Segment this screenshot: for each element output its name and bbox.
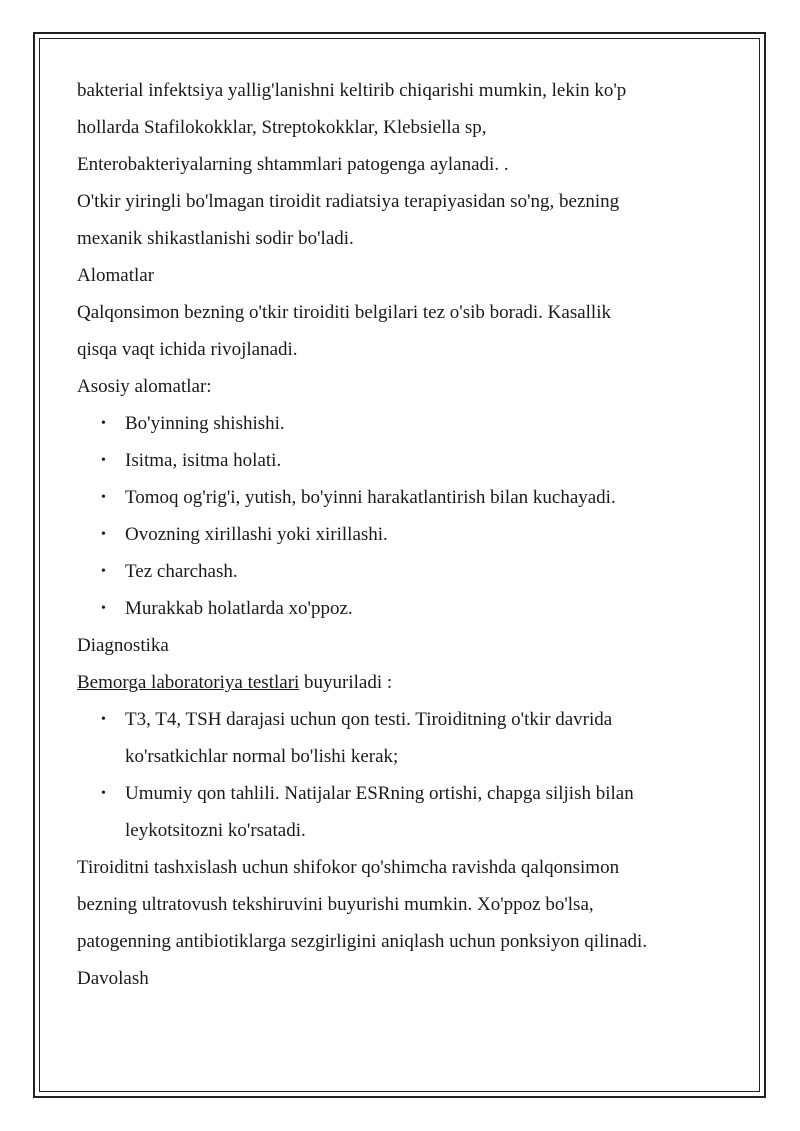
list-item <box>101 405 737 442</box>
list-item <box>101 590 737 627</box>
text-line: hollarda Stafilokokklar, Streptokokklar, Klebsiella sp, <box>77 117 487 138</box>
paragraph-infection <box>77 72 737 183</box>
bullet-icon: • <box>101 601 106 616</box>
bullet-icon: • <box>101 786 106 801</box>
list-item <box>101 479 737 516</box>
list-item <box>101 553 737 590</box>
list-item-line: T3, T4, TSH darajasi uchun qon testi. Tiroiditning o'tkir davrida <box>125 709 613 730</box>
text-line: Tiroiditni tashxislash uchun shifokor qo'shimcha ravishda qalqonsimon <box>77 857 620 878</box>
list-item-text: Isitma, isitma holati. <box>125 450 282 471</box>
document-body <box>77 72 737 997</box>
list-item-line: ko'rsatkichlar normal bo'lishi kerak; <box>125 746 399 767</box>
list-item <box>101 775 737 849</box>
list-item-text: Tomoq og'rig'i, yutish, bo'yinni harakatlantirish bilan kuchayadi. <box>125 487 616 508</box>
list-item-line: Umumiy qon tahlili. Natijalar ESRning ortishi, chapga siljish bilan <box>125 783 634 804</box>
lab-tests-list <box>77 701 737 849</box>
lab-tests-line <box>77 664 737 701</box>
lab-tests-link[interactable]: Bemorga laboratoriya testlari <box>77 672 300 693</box>
paragraph-symptoms-intro <box>77 294 737 368</box>
paragraph-ultrasound <box>77 849 737 960</box>
list-item-text: Murakkab holatlarda xo'ppoz. <box>125 598 353 619</box>
bullet-icon: • <box>101 490 106 505</box>
bullet-icon: • <box>101 564 106 579</box>
text-line: O'tkir yiringli bo'lmagan tiroidit radiatsiya terapiyasidan so'ng, bezning <box>77 191 620 212</box>
text-line: bakterial infektsiya yallig'lanishni keltirib chiqarishi mumkin, lekin ko'p <box>77 80 627 101</box>
heading-symptoms: Alomatlar <box>77 265 155 286</box>
list-item-text: Ovozning xirillashi yoki xirillashi. <box>125 524 388 545</box>
paragraph-nonpurulent <box>77 183 737 257</box>
list-item <box>101 442 737 479</box>
lab-tests-suffix: buyuriladi : <box>299 672 393 693</box>
bullet-icon: • <box>101 416 106 431</box>
text-line: bezning ultratovush tekshiruvini buyurishi mumkin. Xo'ppoz bo'lsa, <box>77 894 594 915</box>
heading-diagnostics: Diagnostika <box>77 635 169 656</box>
main-symptoms-label: Asosiy alomatlar: <box>77 376 212 397</box>
list-item <box>101 516 737 553</box>
bullet-icon: • <box>101 453 106 468</box>
text-line: mexanik shikastlanishi sodir bo'ladi. <box>77 228 354 249</box>
heading-treatment: Davolash <box>77 968 149 989</box>
list-item <box>101 701 737 775</box>
text-line: Enterobakteriyalarning shtammlari patogenga aylanadi. . <box>77 154 509 175</box>
bullet-icon: • <box>101 712 106 727</box>
symptoms-list <box>77 405 737 627</box>
list-item-text: Tez charchash. <box>125 561 238 582</box>
text-line: Qalqonsimon bezning o'tkir tiroiditi belgilari tez o'sib boradi. Kasallik <box>77 302 611 323</box>
bullet-icon: • <box>101 527 106 542</box>
text-line: patogenning antibiotiklarga sezgirligini aniqlash uchun ponksiyon qilinadi. <box>77 931 648 952</box>
text-line: qisqa vaqt ichida rivojlanadi. <box>77 339 298 360</box>
list-item-line: leykotsitozni ko'rsatadi. <box>125 820 306 841</box>
list-item-text: Bo'yinning shishishi. <box>125 413 285 434</box>
